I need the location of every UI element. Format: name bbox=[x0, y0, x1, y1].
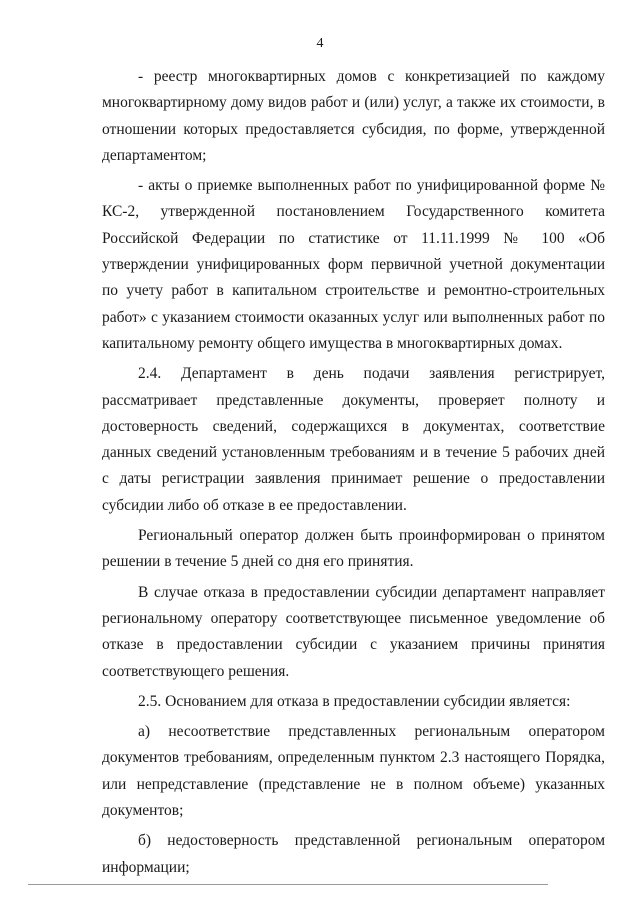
paragraph-apartment-registry: - реестр многоквартирных домов с конкретизацией по каждому многоквартирному дому видов работ и (или) услуг, а также их стоимости, в отношении которых предоставляется субсидия, по форме, утвержденной департаментом; bbox=[102, 68, 605, 164]
bottom-divider bbox=[28, 884, 548, 885]
paragraph-item-b: б) недостоверность представленной региональным оператором информации; bbox=[102, 832, 605, 876]
page-number: 4 bbox=[316, 36, 324, 51]
paragraph-acceptance-acts: - акты о приемке выполненных работ по унифицированной форме № КС-2, утвержденной постановлением Государственного комитета Российской Федерации по статистике от 11.11.1999 № 100 «Об утверждении унифицированных форм первичной учетной документации по учету работ в капитальном строительстве и ремонтно-строительных работ» с указанием стоимости оказанных услуг или выполненных работ по капитальному ремонту общего имущества в многоквартирных домах. bbox=[102, 177, 605, 352]
paragraph-section-2-5: 2.5. Основанием для отказа в предоставлении субсидии является: bbox=[138, 692, 571, 710]
paragraph-section-2-4: 2.4. Департамент в день подачи заявления регистрирует, рассматривает представленные документы, проверяет полноту и достоверность сведений, содержащихся в документах, соответствие данных сведений установленным требованиям и в течение 5 рабочих дней с даты регистрации заявления принимает решение о предоставлении субсидии либо об отказе в ее предоставлении. bbox=[102, 365, 605, 514]
document-body bbox=[102, 64, 605, 885]
paragraph-item-a: а) несоответствие представленных региональным оператором документов требованиям, определенным пунктом 2.3 настоящего Порядка, или непредставление (представление не в полном объеме) указанных документов; bbox=[102, 723, 605, 820]
paragraph-refusal-notice: В случае отказа в предоставлении субсидии департамент направляет региональному оператору соответствующее письменное уведомление об отказе в предоставлении субсидии с указанием причины принятия соответствующего решения. bbox=[102, 583, 605, 680]
paragraph-operator-notification: Региональный оператор должен быть проинформирован о принятом решении в течение 5 дней со дня его принятия. bbox=[102, 527, 605, 571]
